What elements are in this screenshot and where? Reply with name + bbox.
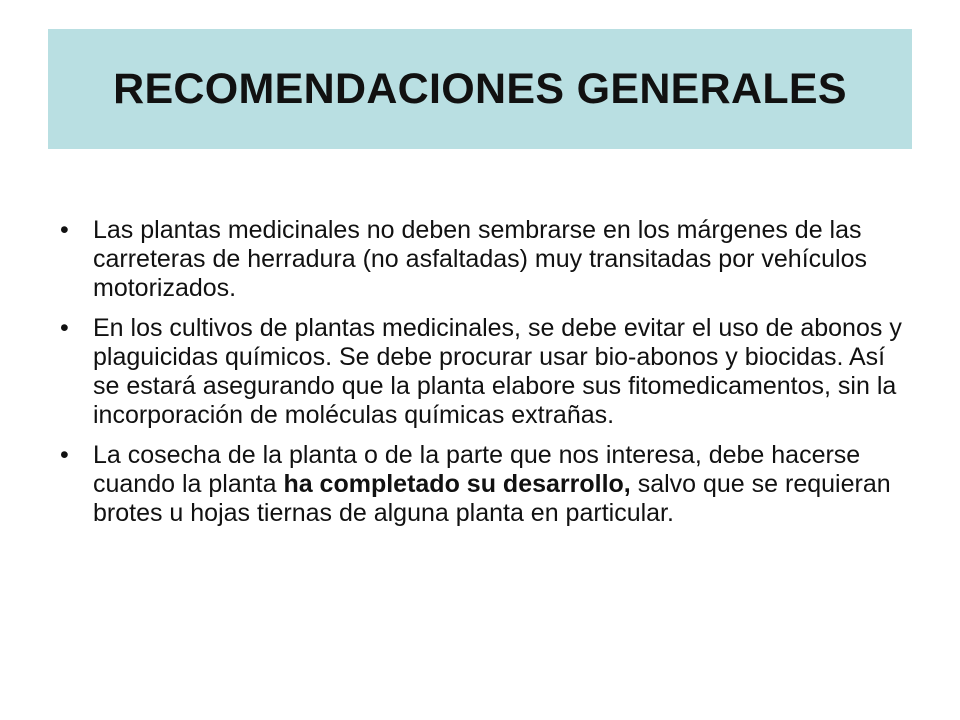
bullet-item-cultivation [60,314,910,430]
bullet-text-start: La cosecha de la planta o de la parte que nos interesa, debe hacerse cuando la planta [93,441,861,498]
bullet-text: Las plantas medicinales no deben sembrarse en los márgenes de las carreteras de herradura (no asfaltadas) muy transitadas por vehículos motorizados. [93,216,867,302]
bullet-text-emphasis: ha completado su desarrollo, [283,470,631,498]
bullet-text: En los cultivos de plantas medicinales, se debe evitar el uso de abonos y plaguicidas químicos. Se debe procurar usar bio-abonos y biocidas. Así se estará asegurando que la planta elabore sus fitomedicamentos, sin la incorporación de moléculas químicas extrañas. [93,314,902,429]
slide-title: RECOMENDACIONES GENERALES [113,64,847,113]
bullet-marker: • [60,216,69,244]
bullet-item-harvest [60,441,910,528]
bullet-marker: • [60,314,69,342]
bullet-text-end: salvo que se requieran brotes u hojas tiernas de alguna planta en particular. [93,470,891,527]
bullet-marker: • [60,441,69,469]
bullet-item-roadside [60,216,910,303]
title-banner [48,29,912,149]
bullet-list [60,216,910,539]
